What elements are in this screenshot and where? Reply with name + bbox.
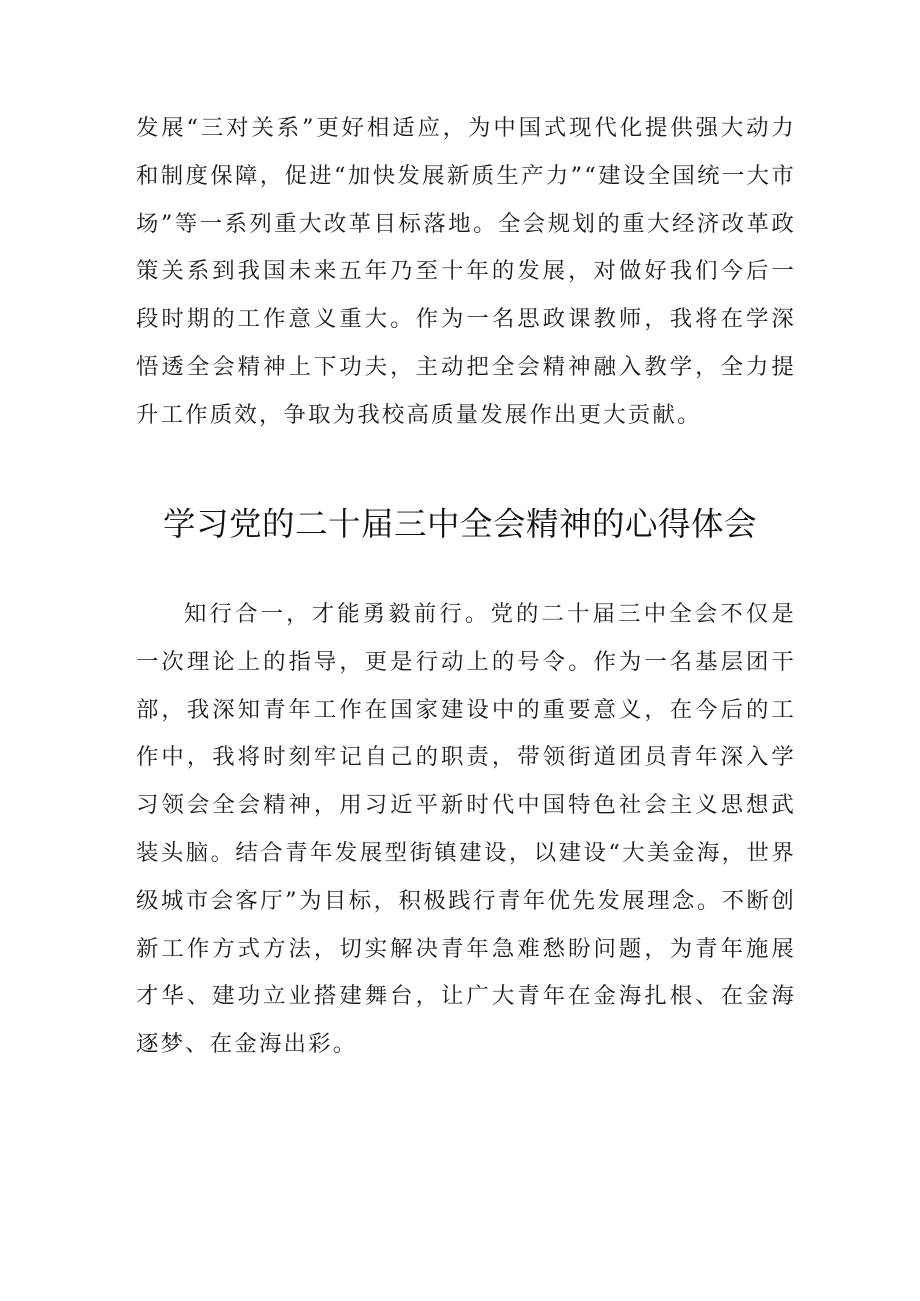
body-paragraph-continued: 发展“三对关系”更好相适应，为中国式现代化提供强大动力和制度保障，促进“加快发展新质生产力”“建设全国统一大市场”等一系列重大改革目标落地。全会规划的重大经济改革政策关系到我国未来五年乃至十年的发展，对做好我们今后一段时期的工作意义重大。作为一名思政课教师，我将在学深悟透全会精神上下功夫，主动把全会精神融入教学，全力提升工作质效，争取为我校高质量发展作出更大贡献。 <box>136 115 796 428</box>
body-paragraph: 知行合一，才能勇毅前行。党的二十届三中全会不仅是一次理论上的指导，更是行动上的号令。作为一名基层团干部，我深知青年工作在国家建设中的重要意义，在今后的工作中，我将时刻牢记自己的职责，带领街道团员青年深入学习领会全会精神，用习近平新时代中国特色社会主义思想武装头脑。结合青年发展型街镇建设，以建设“大美金海，世界级城市会客厅”为目标，积极践行青年优先发展理念。不断创新工作方式方法，切实解决青年急难愁盼问题，为青年施展才华、建功立业搭建舞台，让广大青年在金海扎根、在金海逐梦、在金海出彩。 <box>136 601 796 1058</box>
section-heading: 学习党的二十届三中全会精神的心得体会 <box>162 505 757 543</box>
